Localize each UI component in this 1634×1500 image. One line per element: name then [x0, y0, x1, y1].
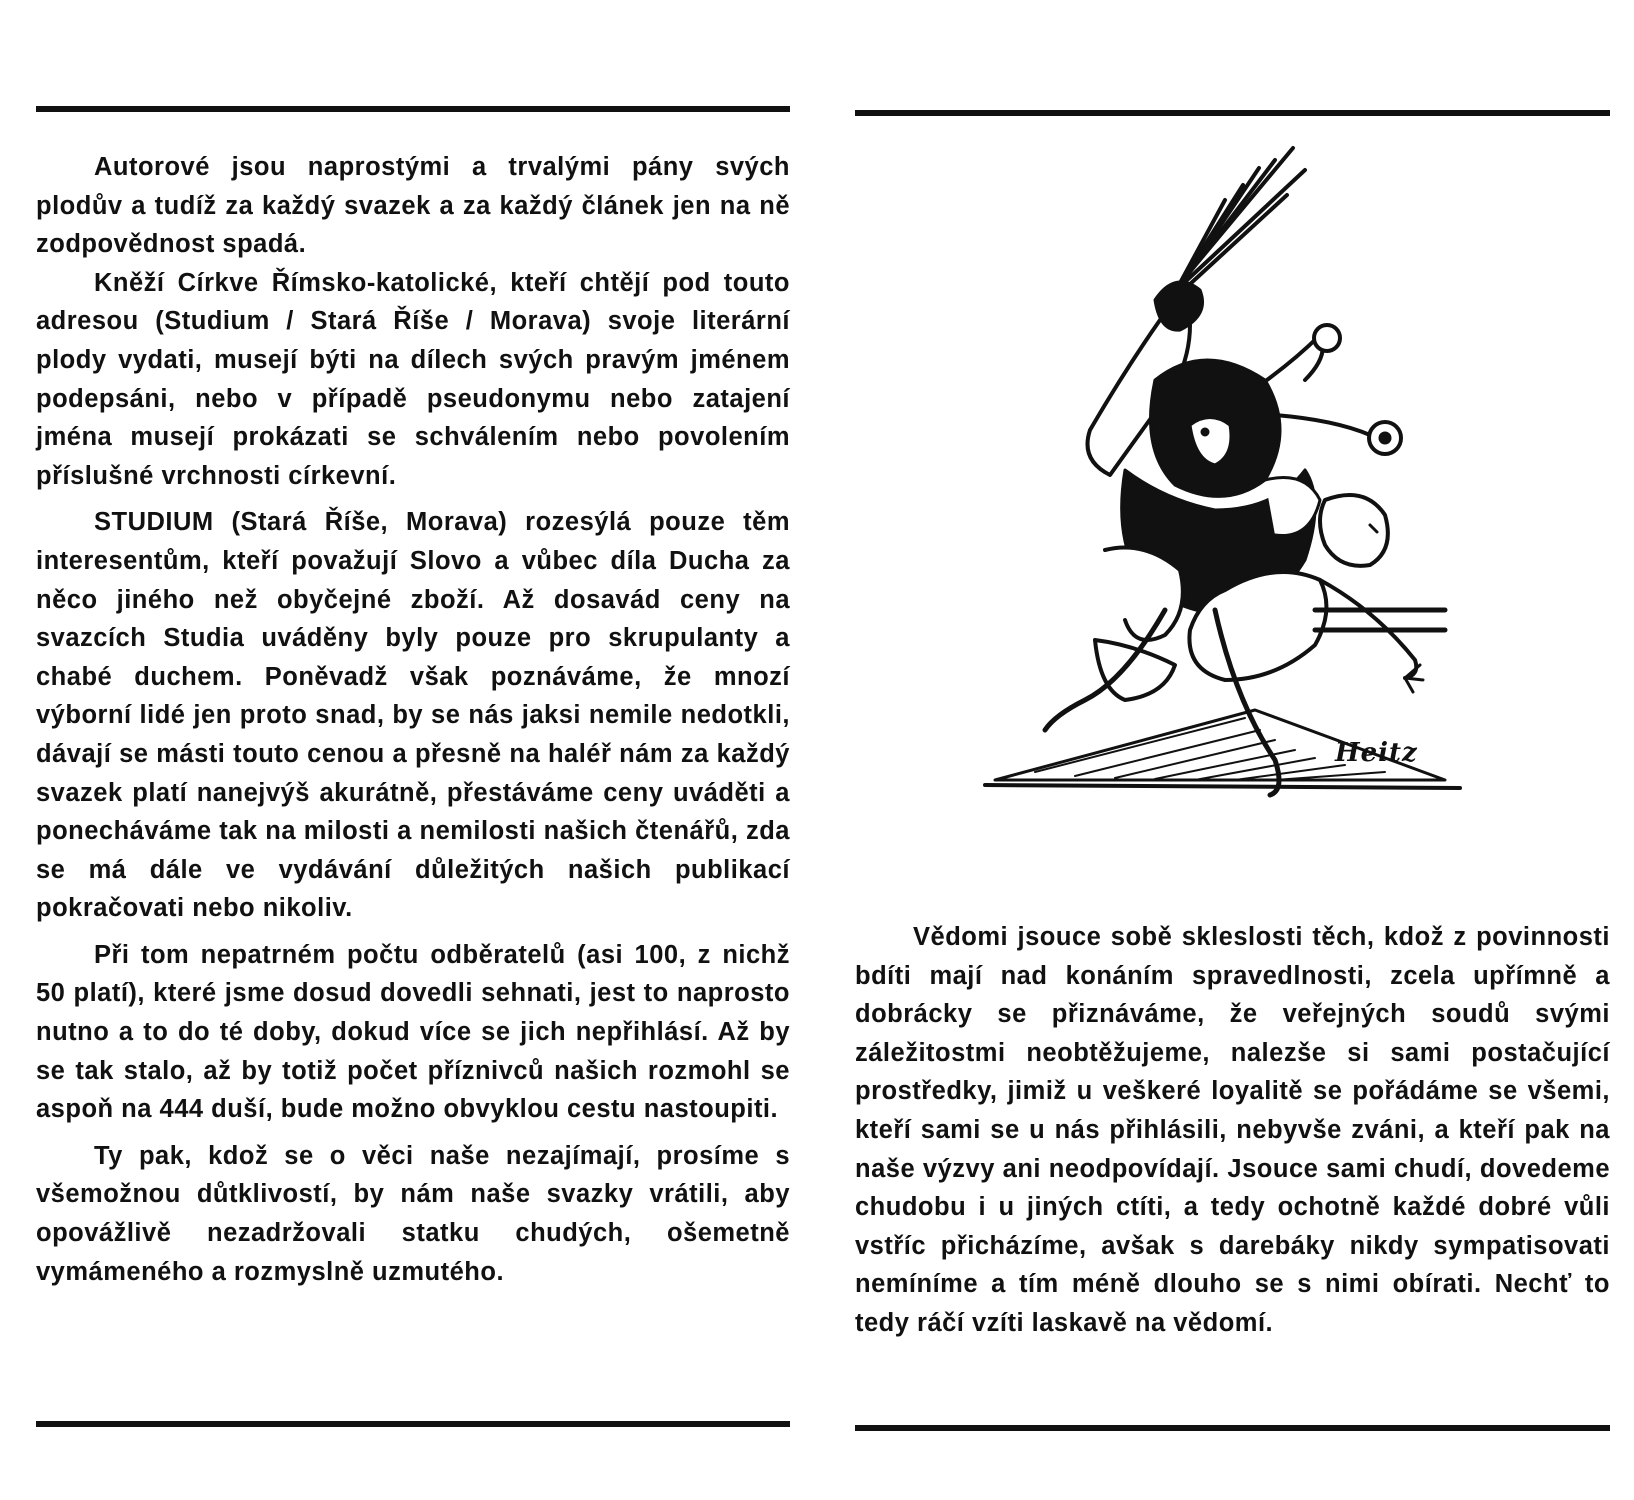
artist-signature: Heitz [1335, 738, 1418, 768]
bottom-rule [36, 1421, 790, 1427]
paragraph-subscribers: Při tom nepatrném počtu odběratelů (asi 100, z nichž 50 platí), které jsme dosud dovedli sehnati, jest to naprosto nutno a to do té doby, dokud více se jich nepřihlásí. Až by se tak stalo, až by totiž počet příznivců našich rozmohl se aspoň na 444 duší, bude možno obvyklou cestu nastoupiti. [36, 940, 790, 1124]
birch-rod [1173, 148, 1305, 296]
left-text-block [36, 148, 790, 1291]
gripping-hand [1155, 282, 1203, 330]
paragraph-studium: STUDIUM (Stará Říše, Morava) rozesýlá pouze těm interesentům, kteří považují Slovo a vůbec díla Ducha za něco jiného než obyčejné zboží. Až dosavád ceny na svazcích Studia uváděny byly pouze pro skrupulanty a chabé duchem. Poněvadž však poznáváme, že mnozí výborní lidé jen proto snad, by se nás jaksi nemile nedotkli, dávají se másti touto cenou a přesně na haléř nám za každý svazek platí nanejvýš akurátně, přestáváme ceny uváděti a ponecháváme tak na milosti a nemilosti našich čtenářů, zda se má dále ve vydávání důležitých našich publikací pokračovati nebo nikoliv. [36, 508, 790, 923]
paragraph-priests: Kněží Církve Římsko-katolické, kteří chtějí pod touto adresou (Studium / Stará Říše / Morava) svoje literární plody vydati, musejí býti na dílech svých pravým jménem podepsáni, nebo v případě pseudonymu nebo zatajení jména musejí prokázati se schválením nebo povolením příslušné vrchnosti církevní. [36, 268, 790, 490]
right-page [855, 0, 1610, 1500]
top-rule [36, 106, 790, 112]
top-rule [855, 110, 1610, 116]
paragraph-return-request: Ty pak, kdož se o věci naše nezajímají, prosíme s všemožnou důtklivostí, by nám naše svazky vrátili, aby opovážlivě nezadržovali statku chudých, ošemetně vymámeného a rozmyslně uzmutého. [36, 1141, 790, 1286]
right-text-block [855, 918, 1610, 1343]
woodcut-illustration [975, 140, 1475, 830]
paragraph-authors: Autorové jsou naprostými a trvalými pány svých plodův a tudíž za každý svazek a za každý článek jen na ně zodpovědnost spadá. [36, 153, 790, 259]
left-page [36, 0, 790, 1500]
paragraph-justice: Vědomi jsouce sobě skleslosti těch, kdož z povinnosti bdíti mají nad konáním spravedlnosti, zcela upřímně a dobrácky se přiznáváme, že veřejných soudů svými záležitostmi neobtěžujeme, nalezše si sami postačující prostředky, jimiž u veškeré loyalitě se pořádáme se všemi, kteří sami se u nás přihlásili, nebyvše zváni, a kteří pak na naše výzvy ani neodpovídají. Jsouce sami chudí, dovedeme chudobu i u jiných ctíti, a tedy ochotně každé dobré vůli vstříc přicházíme, avšak s darebáky nikdy sympatisovati nemíníme a tím méně dlouho se s nimi obírati. Nechť to tedy ráčí vzíti laskavě na vědomí. [855, 923, 1610, 1337]
bottom-rule [855, 1425, 1610, 1431]
